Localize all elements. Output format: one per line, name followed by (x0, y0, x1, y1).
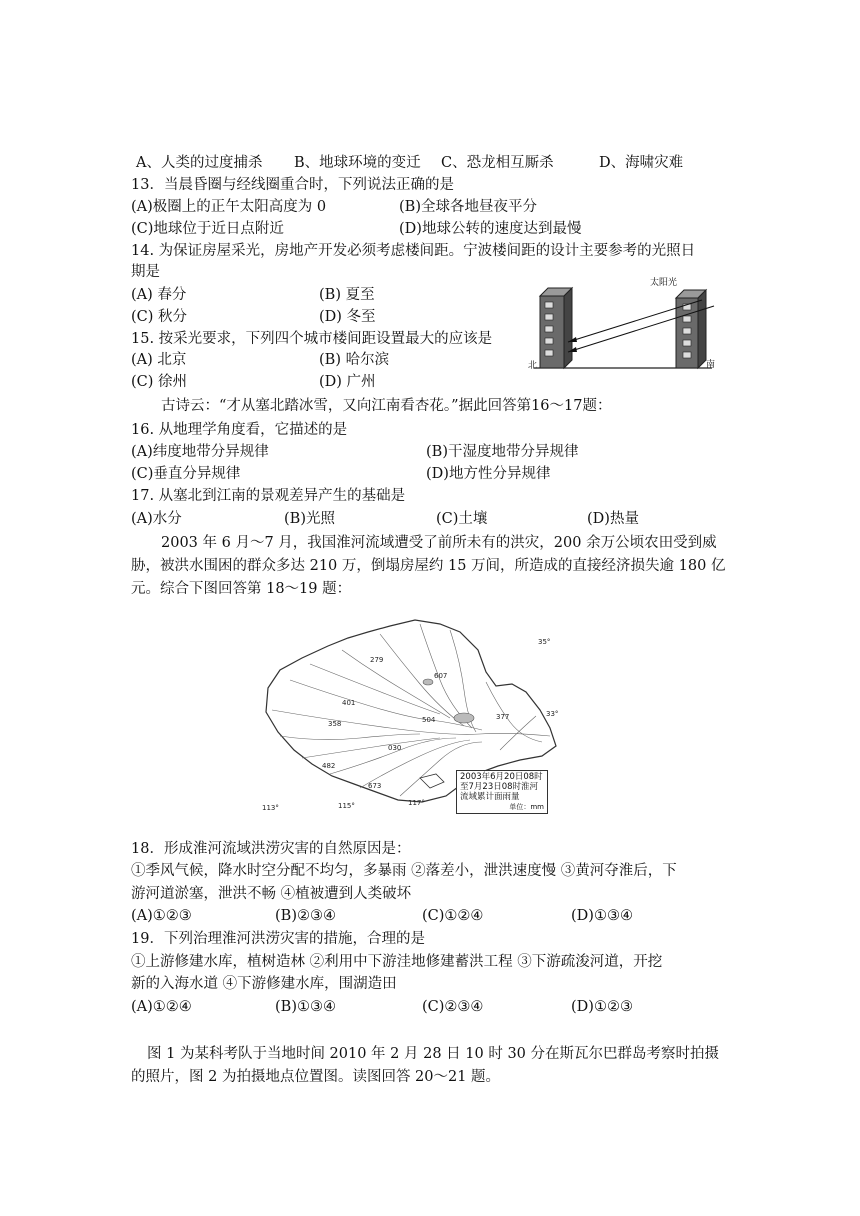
q14-option-c: (C) 秋分 (131, 309, 188, 325)
map-legend (456, 770, 548, 814)
q16-option-b: (B)干湿度地带分异规律 (426, 444, 579, 460)
map-value: 607 (434, 672, 448, 680)
q19-option-b: (B)①③④ (275, 999, 336, 1015)
map-value: 279 (370, 656, 384, 664)
q19-items-line2: 新的入海水道 ④下游修建水库，围湖造田 (131, 976, 397, 992)
q14-option-d: (D) 冬至 (319, 309, 376, 325)
q13-option-b: (B)全球各地昼夜平分 (399, 199, 537, 215)
q13-stem: 13．当晨昏圈与经线圈重合时，下列说法正确的是 (131, 177, 454, 193)
q17-option-a: (A)水分 (131, 511, 182, 527)
map-value: 401 (342, 699, 356, 707)
q16-option-d: (D)地方性分异规律 (426, 466, 551, 482)
q19-option-d: (D)①②③ (571, 999, 633, 1015)
q15-stem: 15. 按采光要求，下列四个城市楼间距设置最大的应该是 (131, 331, 493, 347)
q18-option-a: (A)①②③ (131, 908, 192, 924)
north-label: 北 (528, 361, 538, 371)
map-value: 504 (422, 716, 436, 724)
q12-option-d: D、海啸灾难 (599, 155, 684, 171)
map-value: 482 (322, 762, 336, 770)
legend-unit: 单位：mm (509, 803, 544, 811)
q18-items-line1: ①季风气候，降水时空分配不均匀，多暴雨 ②落差小，泄洪速度慢 ③黄河夺淮后，下 (131, 863, 677, 879)
q14-stem-line2: 期是 (131, 264, 160, 280)
q14-stem-line1: 14. 为保证房屋采光，房地产开发必须考虑楼间距。宁波楼间距的设计主要参考的光照日 (131, 243, 696, 259)
q17-option-c: (C)土壤 (436, 511, 488, 527)
building-sunlight-figure (526, 276, 718, 372)
map-value: 377 (496, 713, 510, 721)
lat-label: 35° (538, 638, 551, 646)
q19-option-c: (C)②③④ (422, 999, 484, 1015)
sunlight-label: 太阳光 (650, 278, 678, 288)
q19-items-line1: ①上游修建水库，植树造林 ②利用中下游洼地修建蓄洪工程 ③下游疏浚河道，开挖 (131, 954, 663, 970)
legend-line: 2003年6月20日08时 (460, 772, 543, 782)
legend-line: 至7月23日08时淮河 (460, 782, 539, 792)
q13-option-d: (D)地球公转的速度达到最慢 (399, 221, 582, 237)
q15-option-b: (B) 哈尔滨 (319, 352, 390, 368)
q17-stem: 17. 从塞北到江南的景观差异产生的基础是 (131, 488, 406, 504)
lon-label: 115° (338, 802, 355, 810)
map-value: 030 (388, 744, 402, 752)
q15-option-c: (C) 徐州 (131, 374, 188, 390)
figure-intro: 图 1 为某科考队于当地时间 2010 年 2 月 28 日 10 时 30 分在斯瓦尔巴群岛考察时拍摄的照片，图 2 为拍摄地点位置图。读图回答 20～21 题。 (131, 1046, 720, 1085)
q19-stem: 19．下列治理淮河洪涝灾害的措施，合理的是 (131, 931, 425, 947)
q18-option-b: (B)②③④ (275, 908, 336, 924)
q13-option-c: (C)地球位于近日点附近 (131, 221, 284, 237)
q14-option-b: (B) 夏至 (319, 287, 375, 303)
q16-option-c: (C)垂直分异规律 (131, 466, 241, 482)
q13-option-a: (A)极圈上的正午太阳高度为 0 (131, 199, 327, 215)
q17-option-d: (D)热量 (587, 511, 639, 527)
lat-label: 33° (546, 710, 559, 718)
map-value: 358 (328, 720, 342, 728)
q18-option-d: (D)①③④ (571, 908, 633, 924)
q16-stem: 16. 从地理学角度看，它描述的是 (131, 422, 348, 438)
q14-option-a: (A) 春分 (131, 287, 187, 303)
q15-option-d: (D) 广州 (319, 374, 376, 390)
south-label: 南 (706, 360, 716, 370)
q19-option-a: (A)①②④ (131, 999, 192, 1015)
q17-option-b: (B)光照 (284, 511, 335, 527)
map-value: 673 (368, 782, 382, 790)
flood-intro: 2003 年 6 月～7 月，我国淮河流域遭受了前所未有的洪灾，200 余万公顷农田受到威胁，被洪水围困的群众多达 210 万，倒塌房屋约 15 万间，所造成的直接经济损失逾 180 亿元。综合下图回答第 18～19 题： (131, 535, 726, 597)
q12-option-b: B、地球环境的变迁 (294, 155, 421, 171)
poem-intro: 古诗云：“才从塞北踏冰雪，又向江南看杏花。”据此回答第16～17题： (161, 398, 612, 414)
q16-option-a: (A)纬度地带分异规律 (131, 444, 269, 460)
lon-label: 113° (262, 804, 279, 812)
q18-stem: 18．形成淮河流域洪涝灾害的自然原因是： (131, 841, 411, 857)
lon-label: 117° (408, 799, 425, 807)
q12-option-c: C、恐龙相互厮杀 (441, 155, 554, 171)
q18-option-c: (C)①②④ (422, 908, 484, 924)
q18-items-line2: 游河道淤塞，泄洪不畅 ④植被遭到人类破坏 (131, 886, 412, 902)
q15-option-a: (A) 北京 (131, 352, 187, 368)
q12-option-a: A、人类的过度捕杀 (136, 155, 263, 171)
legend-line: 流域累计面雨量 (460, 792, 520, 802)
